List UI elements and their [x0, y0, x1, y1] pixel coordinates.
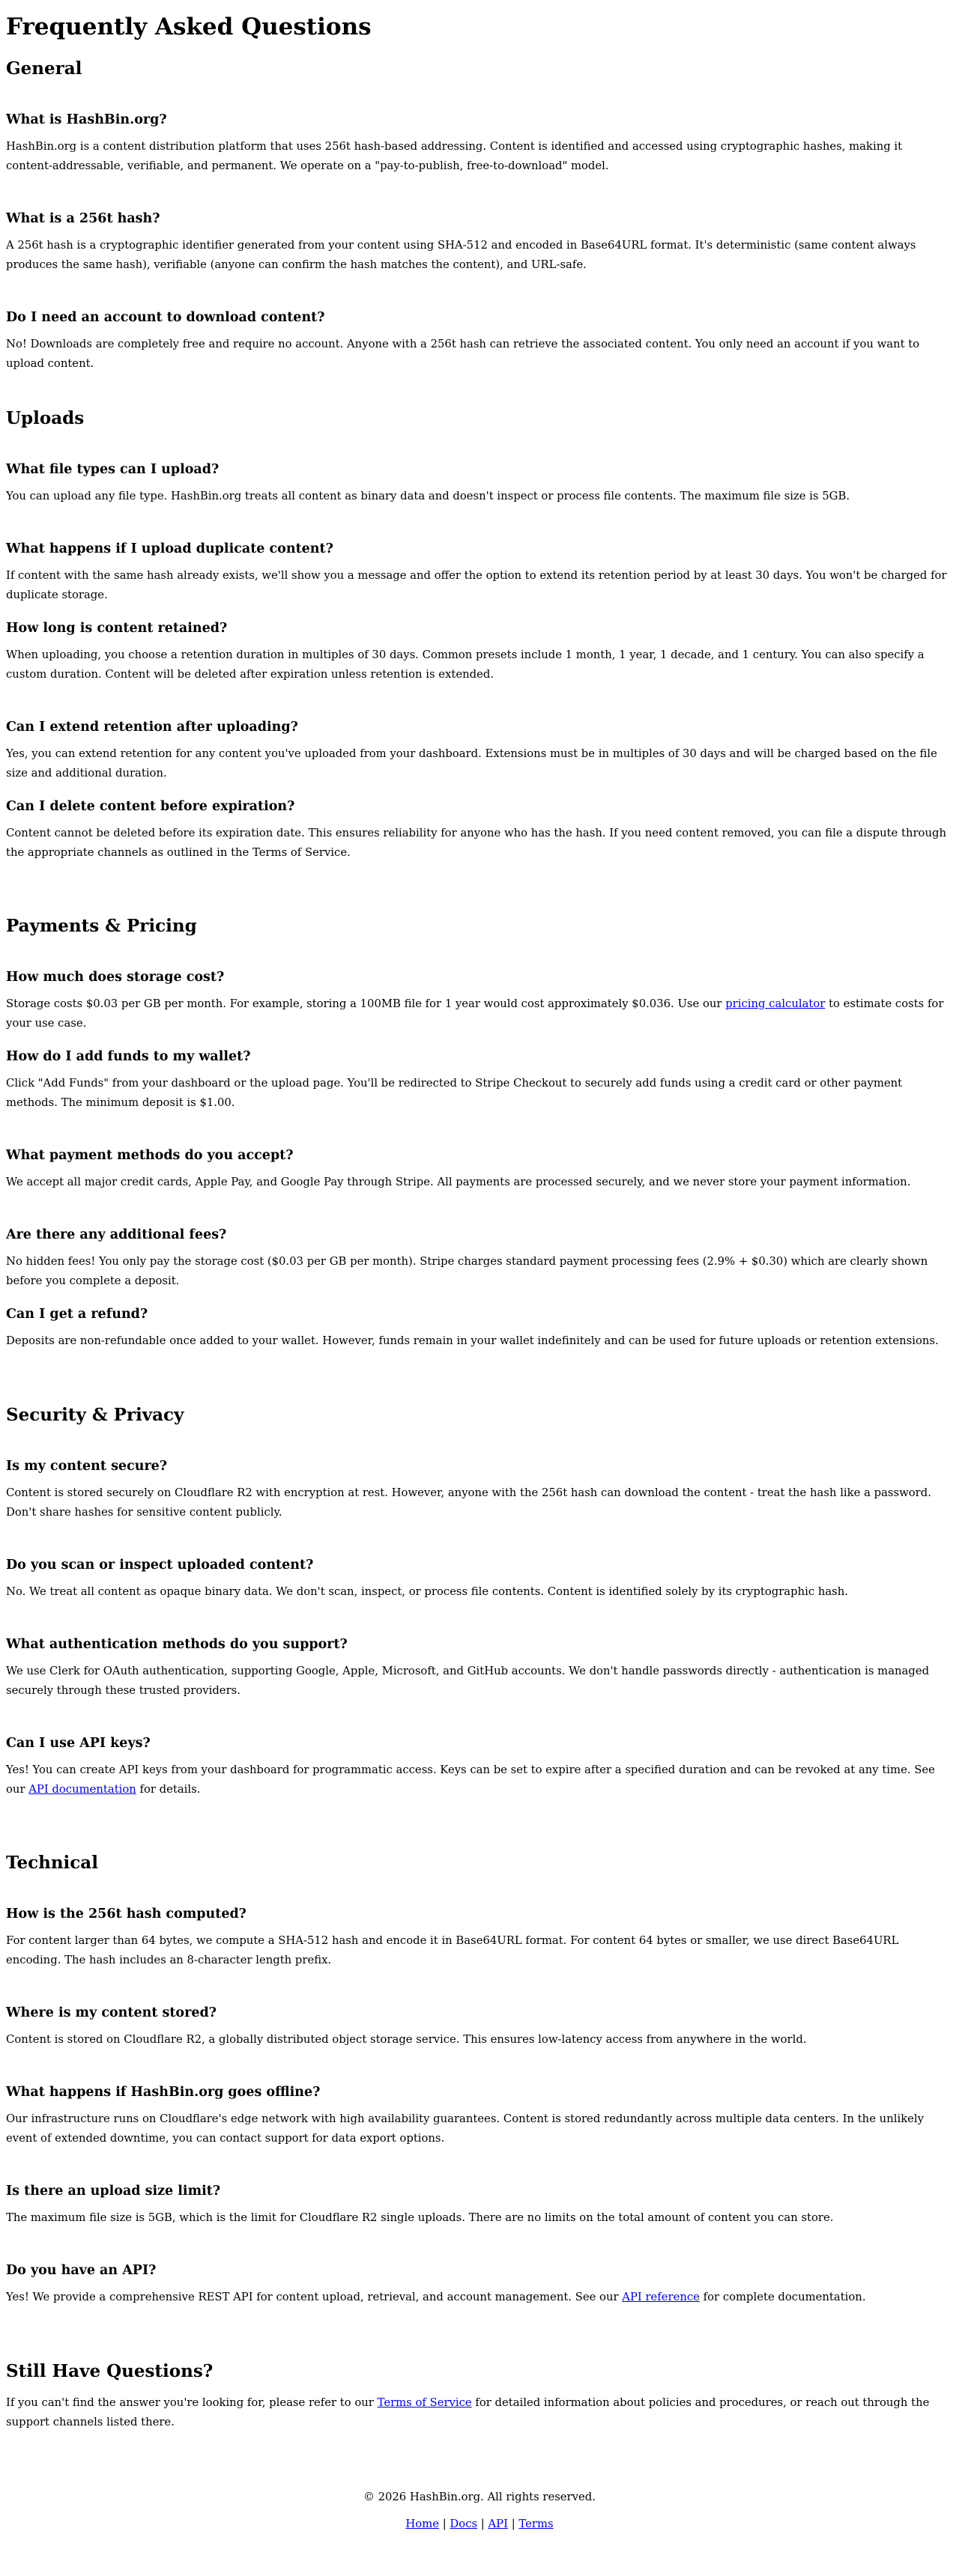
faq-answer: Content is stored securely on Cloudflare R2 with encryption at rest. However, anyone with the 256t hash can download the content - treat the hash like a password. Don't share hashes for sensitive content publicly. — [6, 1486, 931, 1519]
faq-question: Is my content secure? — [6, 1459, 168, 1474]
footer-separator: | — [507, 2518, 519, 2530]
footer — [0, 2488, 959, 2534]
answer-text: Storage costs $0.03 per GB per month. For example, storing a 100MB file for 1 year would cost approximately $0.036. Use our — [6, 997, 726, 1010]
faq-question: Do you scan or inspect uploaded content? — [6, 1558, 314, 1573]
section-title-general: General — [6, 58, 82, 79]
faq-answer — [6, 1761, 952, 1799]
faq-question: Can I extend retention after uploading? — [6, 720, 298, 735]
faq-question: How long is content retained? — [6, 621, 228, 636]
section-title-payments: Payments & Pricing — [6, 916, 197, 936]
footer-links — [0, 2515, 959, 2534]
section-title-uploads: Uploads — [6, 408, 85, 428]
footer-link-home[interactable]: Home — [405, 2518, 440, 2530]
faq-question: How much does storage cost? — [6, 970, 225, 985]
faq-answer: Content is stored on Cloudflare R2, a globally distributed object storage service. This ensures low-latency access from anywhere in the world. — [6, 2033, 807, 2046]
footer-separator: | — [477, 2518, 488, 2530]
faq-question: Can I delete content before expiration? — [6, 799, 295, 814]
faq-question: What file types can I upload? — [6, 462, 220, 477]
faq-answer: If content with the same hash already exists, we'll show you a message and offer the option to extend its retention period by at least 30 days. You won't be charged for duplicate storage. — [6, 569, 947, 601]
section-title-technical: Technical — [6, 1853, 98, 1873]
faq-answer: A 256t hash is a cryptographic identifier generated from your content using SHA-512 and encoded in Base64URL format. It's deterministic (same content always produces the same hash), verifiable (anyone can confirm the hash matches the content), and URL-safe. — [6, 239, 916, 271]
faq-question: What is a 256t hash? — [6, 211, 160, 226]
faq-answer: Our infrastructure runs on Cloudflare's edge network with high availability guarantees. Content is stored redundantly across multiple data centers. In the unlikely event of extended downtime, you can contact support for data export options. — [6, 2112, 925, 2145]
faq-answer: You can upload any file type. HashBin.org treats all content as binary data and doesn't inspect or process file contents. The maximum file size is 5GB. — [6, 490, 850, 502]
answer-text: Yes! We provide a comprehensive REST API for content upload, retrieval, and account management. See our — [6, 2291, 623, 2303]
faq-question: Do you have an API? — [6, 2263, 157, 2278]
answer-text: If you can't find the answer you're looking for, please refer to our — [6, 2396, 378, 2409]
faq-question: How do I add funds to my wallet? — [6, 1049, 251, 1064]
faq-answer: No hidden fees! You only pay the storage cost ($0.03 per GB per month). Stripe charges standard payment processing fees (2.9% + $0.30) which are clearly shown before you complete a deposit. — [6, 1255, 928, 1287]
faq-question: What happens if HashBin.org goes offline? — [6, 2085, 321, 2100]
faq-answer — [6, 2288, 952, 2307]
faq-answer: For content larger than 64 bytes, we compute a SHA-512 hash and encode it in Base64URL format. For content 64 bytes or smaller, we use direct Base64URL encoding. The hash includes an 8-character length prefix. — [6, 1934, 899, 1966]
faq-question: What authentication methods do you support? — [6, 1637, 348, 1652]
faq-answer: We use Clerk for OAuth authentication, supporting Google, Apple, Microsoft, and GitHub accounts. We don't handle passwords directly - authentication is managed securely through these trusted providers. — [6, 1665, 930, 1697]
still-have-questions-text — [6, 2393, 952, 2432]
api-documentation-link[interactable]: API documentation — [28, 1783, 136, 1796]
faq-answer: The maximum file size is 5GB, which is the limit for Cloudflare R2 single uploads. There are no limits on the total amount of content you can store. — [6, 2211, 834, 2224]
faq-answer — [6, 994, 952, 1033]
faq-answer: No. We treat all content as opaque binary data. We don't scan, inspect, or process file contents. Content is identified solely by its cryptographic hash. — [6, 1585, 849, 1598]
faq-answer: We accept all major credit cards, Apple Pay, and Google Pay through Stripe. All payments are processed securely, and we never store your payment information. — [6, 1176, 911, 1188]
faq-question: Are there any additional fees? — [6, 1227, 227, 1242]
footer-link-api[interactable]: API — [488, 2518, 508, 2530]
answer-text: for complete documentation. — [699, 2291, 866, 2303]
footer-separator: | — [439, 2518, 450, 2530]
pricing-calculator-link[interactable]: pricing calculator — [725, 997, 826, 1010]
faq-answer: HashBin.org is a content distribution platform that uses 256t hash-based addressing. Content is identified and accessed using cryptographic hashes, making it content-addressable, verifiable, and permanent. We operate on a "pay-to-publish, free-to-download" model. — [6, 140, 903, 172]
faq-question: What happens if I upload duplicate content? — [6, 541, 333, 556]
faq-question: What is HashBin.org? — [6, 112, 167, 127]
section-title-security: Security & Privacy — [6, 1405, 184, 1425]
answer-text: for details. — [136, 1783, 201, 1796]
section-title-still-have-questions: Still Have Questions? — [6, 2361, 214, 2381]
answer-text: Yes! You can create API keys from your dashboard for programmatic access. Keys can be set to expire after a specified duration and can be revoked at any time. See our — [6, 1764, 935, 1796]
faq-answer: Yes, you can extend retention for any content you've uploaded from your dashboard. Extensions must be in multiples of 30 days and will be charged based on the file size and additional duration. — [6, 747, 937, 780]
faq-answer: Content cannot be deleted before its expiration date. This ensures reliability for anyone who has the hash. If you need content removed, you can file a dispute through the appropriate channels as outlined in the Terms of Service. — [6, 827, 946, 859]
answer-text: to estimate costs for your use case. — [6, 997, 944, 1030]
faq-question: Where is my content stored? — [6, 2005, 217, 2020]
footer-link-terms[interactable]: Terms — [518, 2518, 554, 2530]
faq-answer: Deposits are non-refundable once added to your wallet. However, funds remain in your wallet indefinitely and can be used for future uploads or retention extensions. — [6, 1334, 939, 1347]
faq-answer: No! Downloads are completely free and require no account. Anyone with a 256t hash can retrieve the associated content. You only need an account if you want to upload content. — [6, 338, 920, 370]
faq-answer: When uploading, you choose a retention duration in multiples of 30 days. Common presets include 1 month, 1 year, 1 decade, and 1 century. You can also specify a custom duration. Content will be deleted after expiration unless retention is extended. — [6, 648, 925, 681]
copyright: © 2026 HashBin.org. All rights reserved. — [363, 2491, 596, 2503]
faq-question: What payment methods do you accept? — [6, 1148, 294, 1163]
faq-question: Is there an upload size limit? — [6, 2184, 221, 2199]
faq-question: How is the 256t hash computed? — [6, 1907, 246, 1922]
footer-link-docs[interactable]: Docs — [450, 2518, 478, 2530]
page-title: Frequently Asked Questions — [6, 13, 372, 40]
faq-answer: Click "Add Funds" from your dashboard or the upload page. You'll be redirected to Stripe Checkout to securely add funds using a credit card or other payment methods. The minimum deposit is $1.00. — [6, 1077, 903, 1109]
faq-question: Do I need an account to download content? — [6, 310, 325, 325]
faq-question: Can I use API keys? — [6, 1736, 151, 1751]
api-reference-link[interactable]: API reference — [622, 2291, 700, 2303]
answer-text: for detailed information about policies and procedures, or reach out through the support channels listed there. — [6, 2396, 930, 2428]
faq-question: Can I get a refund? — [6, 1307, 148, 1322]
terms-of-service-link[interactable]: Terms of Service — [377, 2396, 472, 2409]
